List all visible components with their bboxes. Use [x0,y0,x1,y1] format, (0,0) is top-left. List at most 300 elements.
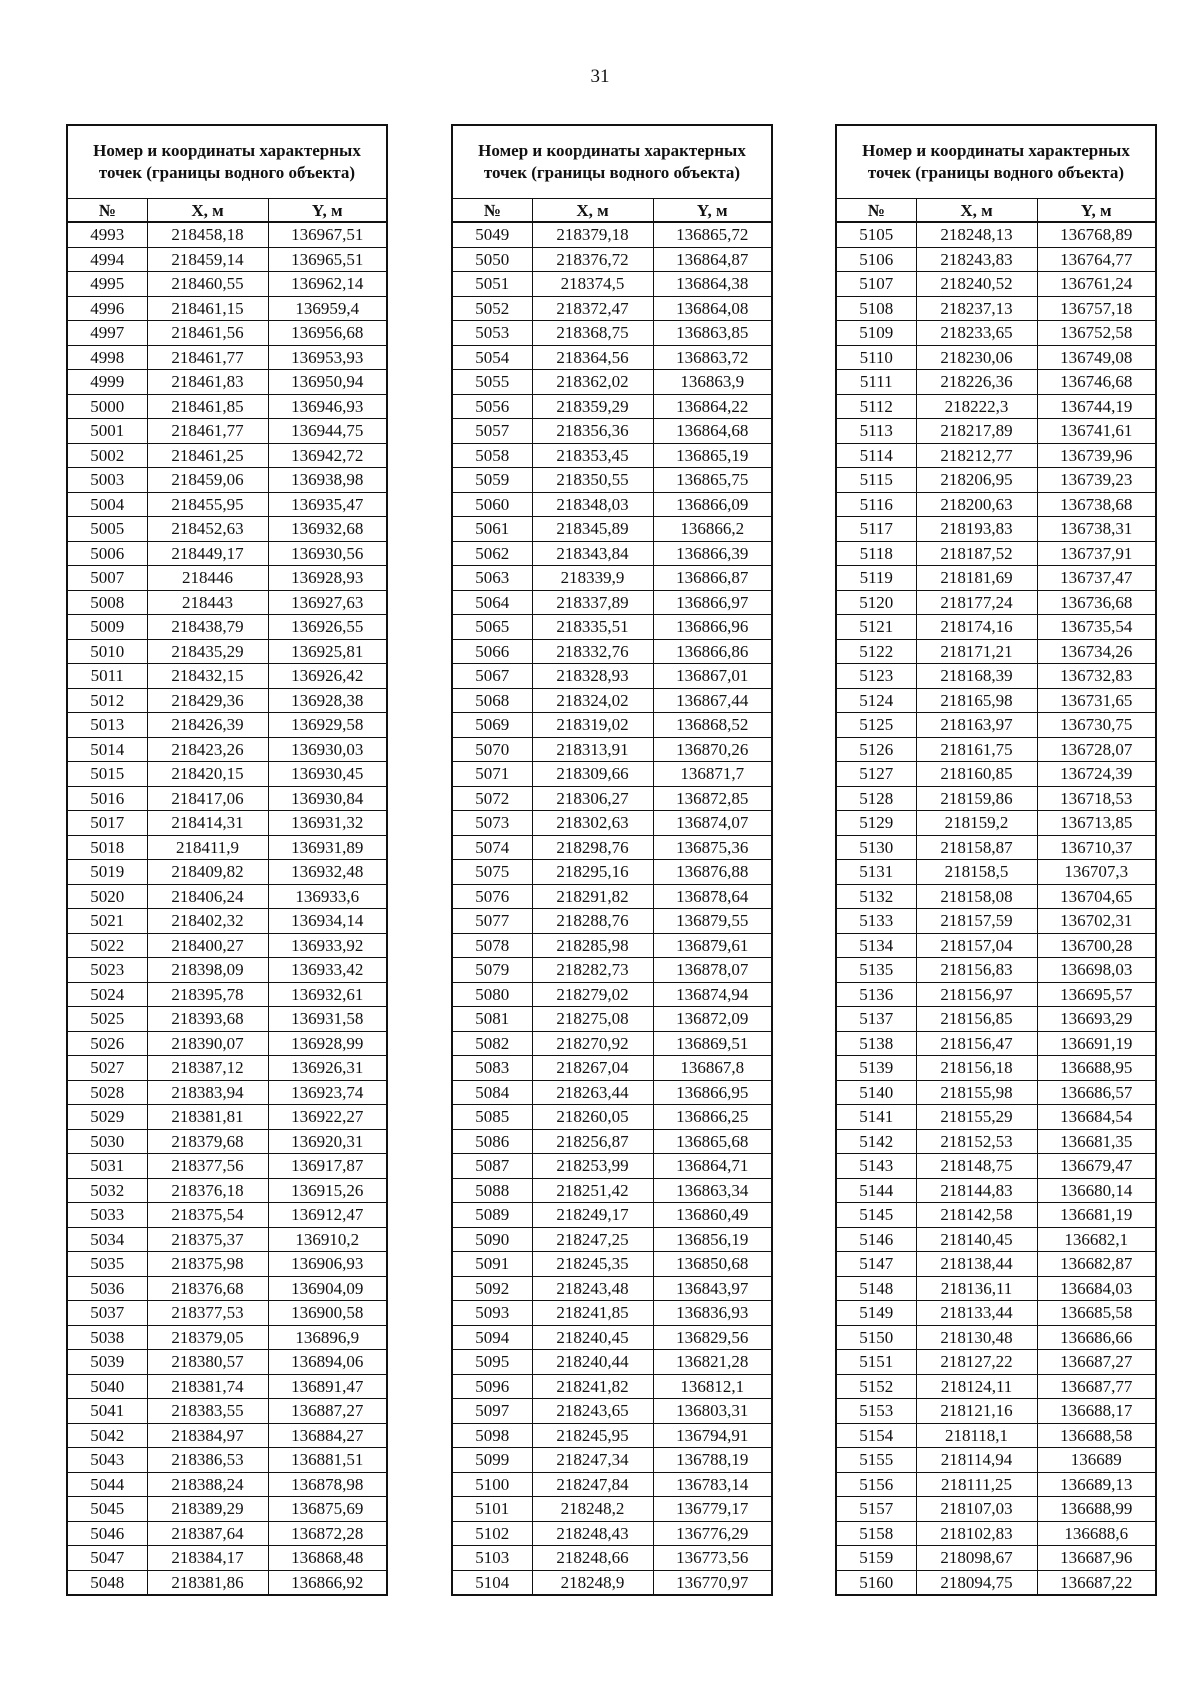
cell-point-number: 5148 [836,1276,916,1301]
cell-x: 218156,97 [916,982,1037,1007]
cell-y: 136871,7 [653,762,772,787]
cell-point-number: 5120 [836,590,916,615]
table-row [836,468,1156,493]
cell-x: 218248,2 [532,1497,653,1522]
table-title: Номер и координаты характерных точек (границы водного объекта) [452,125,772,199]
cell-x: 218111,25 [916,1472,1037,1497]
table-row [836,1546,1156,1571]
table-row [452,1399,772,1424]
cell-y: 136738,31 [1037,517,1156,542]
cell-point-number: 5131 [836,860,916,885]
cell-x: 218275,08 [532,1007,653,1032]
table-row [67,1056,387,1081]
cell-x: 218298,76 [532,835,653,860]
cell-y: 136904,09 [268,1276,387,1301]
cell-point-number: 5003 [67,468,147,493]
table-row [67,394,387,419]
cell-y: 136860,49 [653,1203,772,1228]
cell-point-number: 5073 [452,811,532,836]
cell-x: 218248,13 [916,222,1037,247]
cell-y: 136856,19 [653,1227,772,1252]
cell-point-number: 5132 [836,884,916,909]
cell-y: 136680,14 [1037,1178,1156,1203]
cell-x: 218155,98 [916,1080,1037,1105]
cell-x: 218155,29 [916,1105,1037,1130]
table-row [836,1227,1156,1252]
cell-y: 136794,91 [653,1423,772,1448]
table-row [452,1497,772,1522]
table-row [452,517,772,542]
cell-y: 136915,26 [268,1178,387,1203]
cell-point-number: 5068 [452,688,532,713]
cell-y: 136682,87 [1037,1252,1156,1277]
cell-y: 136843,97 [653,1276,772,1301]
cell-point-number: 5106 [836,247,916,272]
cell-x: 218420,15 [147,762,268,787]
table-body [452,222,772,1595]
cell-x: 218187,52 [916,541,1037,566]
cell-point-number: 5119 [836,566,916,591]
cell-y: 136749,08 [1037,345,1156,370]
table-row [836,909,1156,934]
table-row [452,786,772,811]
table-row [452,933,772,958]
cell-x: 218168,39 [916,664,1037,689]
cell-y: 136850,68 [653,1252,772,1277]
table-row [452,639,772,664]
cell-y: 136867,44 [653,688,772,713]
cell-point-number: 5152 [836,1374,916,1399]
cell-point-number: 5118 [836,541,916,566]
cell-x: 218094,75 [916,1570,1037,1595]
cell-x: 218152,53 [916,1129,1037,1154]
column-header-x: X, м [532,199,653,223]
table-row [836,1325,1156,1350]
cell-point-number: 5109 [836,321,916,346]
table-row [836,1301,1156,1326]
cell-y: 136959,4 [268,296,387,321]
cell-point-number: 5035 [67,1252,147,1277]
table-row [836,492,1156,517]
cell-x: 218368,75 [532,321,653,346]
cell-x: 218376,18 [147,1178,268,1203]
table-row [836,615,1156,640]
cell-point-number: 5138 [836,1031,916,1056]
cell-point-number: 5000 [67,394,147,419]
cell-point-number: 5125 [836,713,916,738]
cell-x: 218114,94 [916,1448,1037,1473]
cell-y: 136689,13 [1037,1472,1156,1497]
cell-point-number: 5142 [836,1129,916,1154]
cell-y: 136863,72 [653,345,772,370]
cell-y: 136686,57 [1037,1080,1156,1105]
cell-point-number: 5077 [452,909,532,934]
cell-x: 218400,27 [147,933,268,958]
cell-point-number: 5039 [67,1350,147,1375]
table-row [67,566,387,591]
cell-y: 136950,94 [268,370,387,395]
cell-x: 218423,26 [147,737,268,762]
cell-point-number: 5099 [452,1448,532,1473]
table-row [452,982,772,1007]
table-row [452,394,772,419]
cell-point-number: 4998 [67,345,147,370]
cell-point-number: 5097 [452,1399,532,1424]
cell-point-number: 5114 [836,443,916,468]
cell-point-number: 5026 [67,1031,147,1056]
cell-y: 136686,66 [1037,1325,1156,1350]
cell-point-number: 5016 [67,786,147,811]
table-row [67,370,387,395]
column-header-number: № [452,199,532,223]
cell-y: 136931,89 [268,835,387,860]
cell-y: 136687,77 [1037,1374,1156,1399]
table-body [67,222,387,1595]
cell-x: 218243,48 [532,1276,653,1301]
table-row [836,272,1156,297]
cell-x: 218372,47 [532,296,653,321]
table-row [67,1497,387,1522]
cell-point-number: 4993 [67,222,147,247]
cell-point-number: 5101 [452,1497,532,1522]
table-row [67,1399,387,1424]
cell-y: 136933,6 [268,884,387,909]
cell-y: 136688,6 [1037,1521,1156,1546]
cell-point-number: 5064 [452,590,532,615]
cell-y: 136953,93 [268,345,387,370]
cell-point-number: 5015 [67,762,147,787]
cell-point-number: 5140 [836,1080,916,1105]
table-row [67,468,387,493]
table-row [836,1497,1156,1522]
cell-y: 136836,93 [653,1301,772,1326]
cell-y: 136864,87 [653,247,772,272]
cell-point-number: 5019 [67,860,147,885]
cell-y: 136687,22 [1037,1570,1156,1595]
cell-y: 136933,42 [268,958,387,983]
cell-x: 218118,1 [916,1423,1037,1448]
cell-y: 136878,98 [268,1472,387,1497]
cell-point-number: 5151 [836,1350,916,1375]
table-row [836,1007,1156,1032]
cell-x: 218144,83 [916,1178,1037,1203]
table-row [67,786,387,811]
cell-y: 136779,17 [653,1497,772,1522]
cell-x: 218156,18 [916,1056,1037,1081]
cell-x: 218432,15 [147,664,268,689]
cell-point-number: 5084 [452,1080,532,1105]
cell-x: 218133,44 [916,1301,1037,1326]
column-header-y: Y, м [653,199,772,223]
cell-x: 218156,47 [916,1031,1037,1056]
table-row [836,517,1156,542]
cell-y: 136713,85 [1037,811,1156,836]
table-row [67,1374,387,1399]
cell-point-number: 5063 [452,566,532,591]
cell-y: 136864,08 [653,296,772,321]
cell-y: 136821,28 [653,1350,772,1375]
cell-y: 136875,69 [268,1497,387,1522]
cell-x: 218459,06 [147,468,268,493]
cell-x: 218098,67 [916,1546,1037,1571]
table-row [452,1129,772,1154]
cell-x: 218161,75 [916,737,1037,762]
cell-y: 136863,9 [653,370,772,395]
cell-point-number: 5036 [67,1276,147,1301]
cell-point-number: 5155 [836,1448,916,1473]
cell-point-number: 5024 [67,982,147,1007]
cell-point-number: 5080 [452,982,532,1007]
cell-point-number: 4999 [67,370,147,395]
cell-x: 218395,78 [147,982,268,1007]
cell-x: 218337,89 [532,590,653,615]
cell-x: 218140,45 [916,1227,1037,1252]
cell-point-number: 5121 [836,615,916,640]
table-row [836,1056,1156,1081]
cell-x: 218248,43 [532,1521,653,1546]
table-row [836,713,1156,738]
cell-point-number: 4995 [67,272,147,297]
cell-y: 136930,45 [268,762,387,787]
cell-x: 218380,57 [147,1350,268,1375]
cell-x: 218159,86 [916,786,1037,811]
cell-point-number: 5096 [452,1374,532,1399]
cell-y: 136932,48 [268,860,387,885]
cell-point-number: 5053 [452,321,532,346]
cell-y: 136737,91 [1037,541,1156,566]
cell-y: 136744,19 [1037,394,1156,419]
cell-point-number: 5103 [452,1546,532,1571]
column-header-y: Y, м [268,199,387,223]
coordinates-table-3 [835,124,1157,1596]
cell-point-number: 5143 [836,1154,916,1179]
cell-y: 136906,93 [268,1252,387,1277]
table-row [836,1276,1156,1301]
cell-x: 218386,53 [147,1448,268,1473]
cell-y: 136864,68 [653,419,772,444]
cell-x: 218379,68 [147,1129,268,1154]
cell-x: 218402,32 [147,909,268,934]
cell-x: 218406,24 [147,884,268,909]
cell-y: 136688,95 [1037,1056,1156,1081]
cell-point-number: 5134 [836,933,916,958]
cell-point-number: 5088 [452,1178,532,1203]
column-header-y: Y, м [1037,199,1156,223]
cell-x: 218241,85 [532,1301,653,1326]
cell-x: 218237,13 [916,296,1037,321]
cell-y: 136732,83 [1037,664,1156,689]
cell-y: 136922,27 [268,1105,387,1130]
cell-x: 218387,64 [147,1521,268,1546]
cell-x: 218381,74 [147,1374,268,1399]
cell-x: 218306,27 [532,786,653,811]
table-row [452,1521,772,1546]
table-row [452,688,772,713]
cell-x: 218390,07 [147,1031,268,1056]
cell-y: 136773,56 [653,1546,772,1571]
cell-point-number: 5095 [452,1350,532,1375]
cell-x: 218375,54 [147,1203,268,1228]
table-row [836,1203,1156,1228]
table-row [452,419,772,444]
table-row [67,811,387,836]
cell-y: 136688,99 [1037,1497,1156,1522]
cell-y: 136869,51 [653,1031,772,1056]
table-row [452,835,772,860]
cell-y: 136752,58 [1037,321,1156,346]
cell-y: 136938,98 [268,468,387,493]
cell-point-number: 5133 [836,909,916,934]
cell-point-number: 5078 [452,933,532,958]
cell-x: 218452,63 [147,517,268,542]
column-header-number: № [836,199,916,223]
cell-y: 136927,63 [268,590,387,615]
cell-point-number: 5136 [836,982,916,1007]
cell-x: 218248,66 [532,1546,653,1571]
cell-x: 218291,82 [532,884,653,909]
cell-y: 136929,58 [268,713,387,738]
cell-y: 136944,75 [268,419,387,444]
table-row [452,443,772,468]
cell-x: 218212,77 [916,443,1037,468]
cell-y: 136724,39 [1037,762,1156,787]
table-row [452,1374,772,1399]
table-row [67,1203,387,1228]
table-row [452,1546,772,1571]
cell-point-number: 5076 [452,884,532,909]
cell-x: 218230,06 [916,345,1037,370]
cell-y: 136757,18 [1037,296,1156,321]
cell-point-number: 5052 [452,296,532,321]
cell-y: 136866,25 [653,1105,772,1130]
cell-point-number: 5030 [67,1129,147,1154]
cell-y: 136734,26 [1037,639,1156,664]
cell-x: 218376,68 [147,1276,268,1301]
cell-y: 136930,03 [268,737,387,762]
cell-y: 136962,14 [268,272,387,297]
cell-y: 136770,97 [653,1570,772,1595]
cell-x: 218383,55 [147,1399,268,1424]
table-row [67,1178,387,1203]
cell-point-number: 5005 [67,517,147,542]
cell-x: 218148,75 [916,1154,1037,1179]
table-row [67,321,387,346]
cell-x: 218171,21 [916,639,1037,664]
cell-y: 136698,03 [1037,958,1156,983]
table-row [452,1154,772,1179]
cell-point-number: 5066 [452,639,532,664]
cell-x: 218339,9 [532,566,653,591]
cell-point-number: 5045 [67,1497,147,1522]
cell-x: 218156,85 [916,1007,1037,1032]
cell-y: 136735,54 [1037,615,1156,640]
cell-x: 218376,72 [532,247,653,272]
cell-point-number: 5086 [452,1129,532,1154]
table-row [452,566,772,591]
cell-y: 136874,94 [653,982,772,1007]
cell-x: 218260,05 [532,1105,653,1130]
table-row [836,1129,1156,1154]
cell-y: 136866,95 [653,1080,772,1105]
cell-x: 218200,63 [916,492,1037,517]
cell-x: 218449,17 [147,541,268,566]
cell-point-number: 5020 [67,884,147,909]
cell-y: 136688,17 [1037,1399,1156,1424]
cell-y: 136881,51 [268,1448,387,1473]
cell-y: 136803,31 [653,1399,772,1424]
cell-point-number: 4994 [67,247,147,272]
table-row [836,566,1156,591]
cell-point-number: 5128 [836,786,916,811]
cell-x: 218107,03 [916,1497,1037,1522]
cell-point-number: 5060 [452,492,532,517]
cell-x: 218455,95 [147,492,268,517]
cell-point-number: 5108 [836,296,916,321]
cell-x: 218393,68 [147,1007,268,1032]
table-row [452,321,772,346]
cell-x: 218267,04 [532,1056,653,1081]
cell-y: 136965,51 [268,247,387,272]
coordinates-table-1 [66,124,388,1596]
cell-point-number: 5094 [452,1325,532,1350]
cell-point-number: 5147 [836,1252,916,1277]
cell-point-number: 5062 [452,541,532,566]
cell-y: 136684,54 [1037,1105,1156,1130]
table-row [67,1423,387,1448]
cell-y: 136891,47 [268,1374,387,1399]
table-row [67,443,387,468]
cell-x: 218359,29 [532,394,653,419]
cell-y: 136866,97 [653,590,772,615]
cell-y: 136689 [1037,1448,1156,1473]
cell-y: 136923,74 [268,1080,387,1105]
cell-point-number: 5139 [836,1056,916,1081]
cell-point-number: 5127 [836,762,916,787]
cell-x: 218384,17 [147,1546,268,1571]
cell-point-number: 5081 [452,1007,532,1032]
cell-point-number: 5051 [452,272,532,297]
table-row [452,1056,772,1081]
cell-point-number: 5144 [836,1178,916,1203]
cell-y: 136934,14 [268,909,387,934]
table-row [452,1448,772,1473]
table-row [67,884,387,909]
cell-point-number: 5027 [67,1056,147,1081]
table-row [836,933,1156,958]
table-row [452,1350,772,1375]
cell-point-number: 5014 [67,737,147,762]
cell-point-number: 5079 [452,958,532,983]
table-row [67,1448,387,1473]
cell-point-number: 5092 [452,1276,532,1301]
cell-point-number: 5021 [67,909,147,934]
table-row [836,222,1156,247]
cell-point-number: 5149 [836,1301,916,1326]
cell-point-number: 5011 [67,664,147,689]
cell-x: 218364,56 [532,345,653,370]
cell-x: 218253,99 [532,1154,653,1179]
table-row [836,1350,1156,1375]
table-row [67,1080,387,1105]
table-row [452,737,772,762]
table-row [836,786,1156,811]
cell-x: 218461,85 [147,394,268,419]
table-row [836,443,1156,468]
cell-point-number: 5025 [67,1007,147,1032]
table-row [452,664,772,689]
cell-x: 218243,83 [916,247,1037,272]
cell-x: 218379,05 [147,1325,268,1350]
